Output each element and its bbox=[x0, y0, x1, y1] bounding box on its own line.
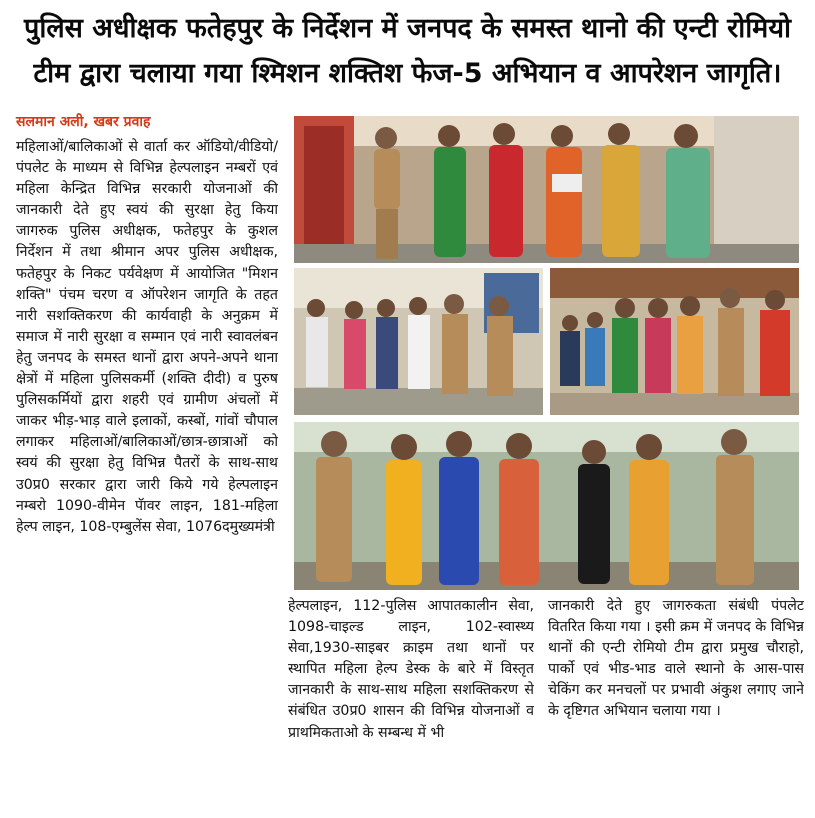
headline-line-2: टीम द्वारा चलाया गया श्मिशन शक्तिश फेज-5 अभियान व आपरेशन जागृति। bbox=[33, 58, 782, 89]
headline-line-1: पुलिस अधीक्षक फतेहपुर के निर्देशन में जनपद के समस्त थानो की एन्टी रोमियो bbox=[24, 13, 791, 44]
photo-group-with-officers bbox=[294, 268, 543, 415]
article-column-2: हेल्पलाइन, 112-पुलिस आपातकालीन सेवा, 1098-चाइल्ड लाइन, 102-स्वास्थ्य सेवा,1930-साइबर क्राइम तथा थानों पर स्थापित महिला हेल्प डेस्क के बारे में विस्तृत जानकारी के साथ-साथ महिला सशक्तिकरण से संबंधित उ0प्र0 शासन की विभिन्न योजनाओं व प्राथमिकताओ के सम्बन्ध में भी bbox=[288, 598, 534, 741]
photo-pamphlet-distribution bbox=[294, 116, 799, 263]
article-column-3: जानकारी देते हुए जागरुकता संबंधी पंपलेट वितरित किया गया । इसी क्रम में जनपद के विभिन्न थानों की एन्टी रोमियो टीम द्वारा प्रमुख चौराहो, पार्को एवं भीड-भाड वाले स्थानो के आस-पास चेकिंग कर मनचलों पर प्रभावी अंकुश लगाए जाने के दृष्टिगत अभियान चलाया गया । bbox=[548, 598, 804, 720]
photo-officers-with-women-outdoors bbox=[294, 422, 799, 590]
byline: सलमान अली, खबर प्रवाह bbox=[16, 114, 151, 130]
headline bbox=[0, 0, 815, 110]
article-column-1: महिलाओं/बालिकाओं से वार्ता कर ऑडियो/वीडियो/पंपलेट के माध्यम से विभिन्न हेल्पलाइन नम्बरों एवं महिला केन्द्रित विभिन्न सरकारी योजनाओं की जानकारी देते हुए स्वयं की सुरक्षा हेतु किया जागरुक पुलिस अधीक्षक, फतेहपुर के कुशल निर्देशन में तथा श्रीमान अपर पुलिस अधीक्षक, फतेहपुर के निकट पर्यवेक्षण में आयोजित "मिशन शक्ति" पंचम चरण व ऑपरेशन जागृति के तहत नारी सशक्तिकरण की कार्यवाही के अनुक्रम में समाज में नारी सुरक्षा व सम्मान एवं नारी स्वावलंबन हेतु जनपद के समस्त थानों द्वारा अपने-अपने थाना क्षेत्रों में महिला पुलिसकर्मी (शक्ति दीदी) व पुरुष पुलिसकर्मियों द्वारा शहरी एवं ग्रामीण अंचलों में जाकर भीड़-भाड़ वाले इलाकों, कस्बों, गांवों चौपाल लगाकर महिलाओं/बालिकाओं/छात्र-छात्राओं को स्वयं की सुरक्षा हेतु विभिन्न पैतरों के साथ-साथ उ0प्र0 सरकार द्वारा जारी किये गये हेल्पलाइन नम्बरो 1090-वीमेन पॅावर लाइन, 181-महिला हेल्प लाइन, 108-एम्बुलेंस सेवा, 1076दमुख्यमंत्री bbox=[16, 139, 278, 535]
photo-women-children-officer bbox=[550, 268, 799, 415]
